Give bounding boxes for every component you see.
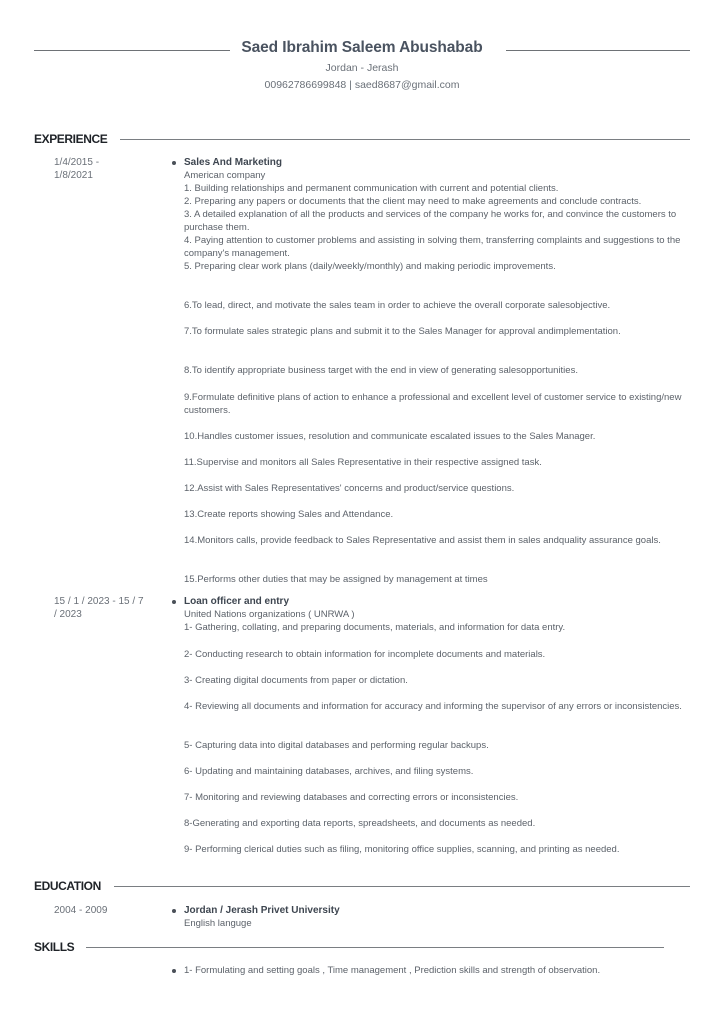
section-title-experience: EXPERIENCE [34,132,108,146]
experience-line: 15.Performs other duties that may be assigned by management at times [184,574,488,585]
candidate-name: Saed Ibrahim Saleem Abushabab [0,39,724,57]
experience-line: 4- Reviewing all documents and information for accuracy and informing the supervisor of any errors or inconsistencies. [184,701,682,712]
bullet-icon [172,909,176,913]
candidate-contact: 00962786699848 | saed8687@gmail.com [264,79,460,91]
experience-line: 6.To lead, direct, and motivate the sales team in order to achieve the overall corporate salesobjective. [184,300,611,311]
experience-line: 2- Conducting research to obtain information for incomplete documents and materials. [184,649,546,660]
skill-item: 1- Formulating and setting goals , Time management , Prediction skills and strength of observation. [184,965,601,976]
experience-line: 6- Updating and maintaining databases, archives, and filing systems. [184,766,474,777]
experience-line: 8-Generating and exporting data reports, spreadsheets, and documents as needed. [184,818,536,829]
experience-line: 5. Preparing clear work plans (daily/weekly/monthly) and making periodic improvements. [184,261,556,272]
experience-line: 13.Create reports showing Sales and Attendance. [184,509,394,520]
experience-line: 1- Gathering, collating, and preparing documents, materials, and information for data entry. [184,622,566,633]
section-rule-experience [120,139,690,140]
bullet-icon [172,161,176,165]
experience-line: 9.Formulate definitive plans of action to enhance a professional and excellent level of customer service to existing/new customers. [184,392,682,416]
experience-line: 12.Assist with Sales Representatives' concerns and product/service questions. [184,483,515,494]
experience-company: United Nations organizations ( UNRWA ) [184,609,355,620]
experience-line: 5- Capturing data into digital databases and performing regular backups. [184,740,489,751]
education-date: 2004 - 2009 [54,905,108,916]
bullet-icon [172,969,176,973]
experience-line: 10.Handles customer issues, resolution and communicate escalated issues to the Sales Manager. [184,431,596,442]
section-title-education: EDUCATION [34,879,101,893]
experience-line: 14.Monitors calls, provide feedback to Sales Representative and assist them in sales andquality assurance goals. [184,535,661,546]
experience-line: 2. Preparing any papers or documents that the client may need to make agreements and conclude contracts. [184,196,642,207]
education-entry [184,904,690,930]
experience-entry [184,595,690,634]
experience-title: Loan officer and entry [184,596,290,607]
experience-date: 1/4/2015 - 1/8/2021 [54,157,100,181]
section-rule-education [114,886,690,887]
experience-line: 8.To identify appropriate business target with the end in view of generating salesopportunities. [184,365,578,376]
experience-entry [184,156,690,273]
education-title: Jordan / Jerash Privet University [184,905,340,916]
experience-line: 7.To formulate sales strategic plans and submit it to the Sales Manager for approval andimplementation. [184,326,621,337]
experience-line: 3. A detailed explanation of all the products and services of the company he works for, and convince the customers to purchase them. [184,209,677,233]
section-title-skills: SKILLS [34,940,75,954]
experience-line: 4. Paying attention to customer problems and assisting in solving them, transferring complaints and suggestions to the company's management. [184,235,681,259]
education-detail: English languge [184,918,252,929]
experience-line: 9- Performing clerical duties such as filing, monitoring office supplies, scanning, and printing as needed. [184,844,620,855]
experience-company: American company [184,170,266,181]
experience-line: 3- Creating digital documents from paper or dictation. [184,675,408,686]
experience-date: 15 / 1 / 2023 - 15 / 7 / 2023 [54,596,144,620]
experience-line: 7- Monitoring and reviewing databases and correcting errors or inconsistencies. [184,792,519,803]
experience-title: Sales And Marketing [184,157,282,168]
experience-line: 11.Supervise and monitors all Sales Representative in their respective assigned task. [184,457,542,468]
candidate-location: Jordan - Jerash [325,62,399,74]
experience-line: 1. Building relationships and permanent communication with current and potential clients. [184,183,559,194]
bullet-icon [172,600,176,604]
section-rule-skills [86,947,664,948]
